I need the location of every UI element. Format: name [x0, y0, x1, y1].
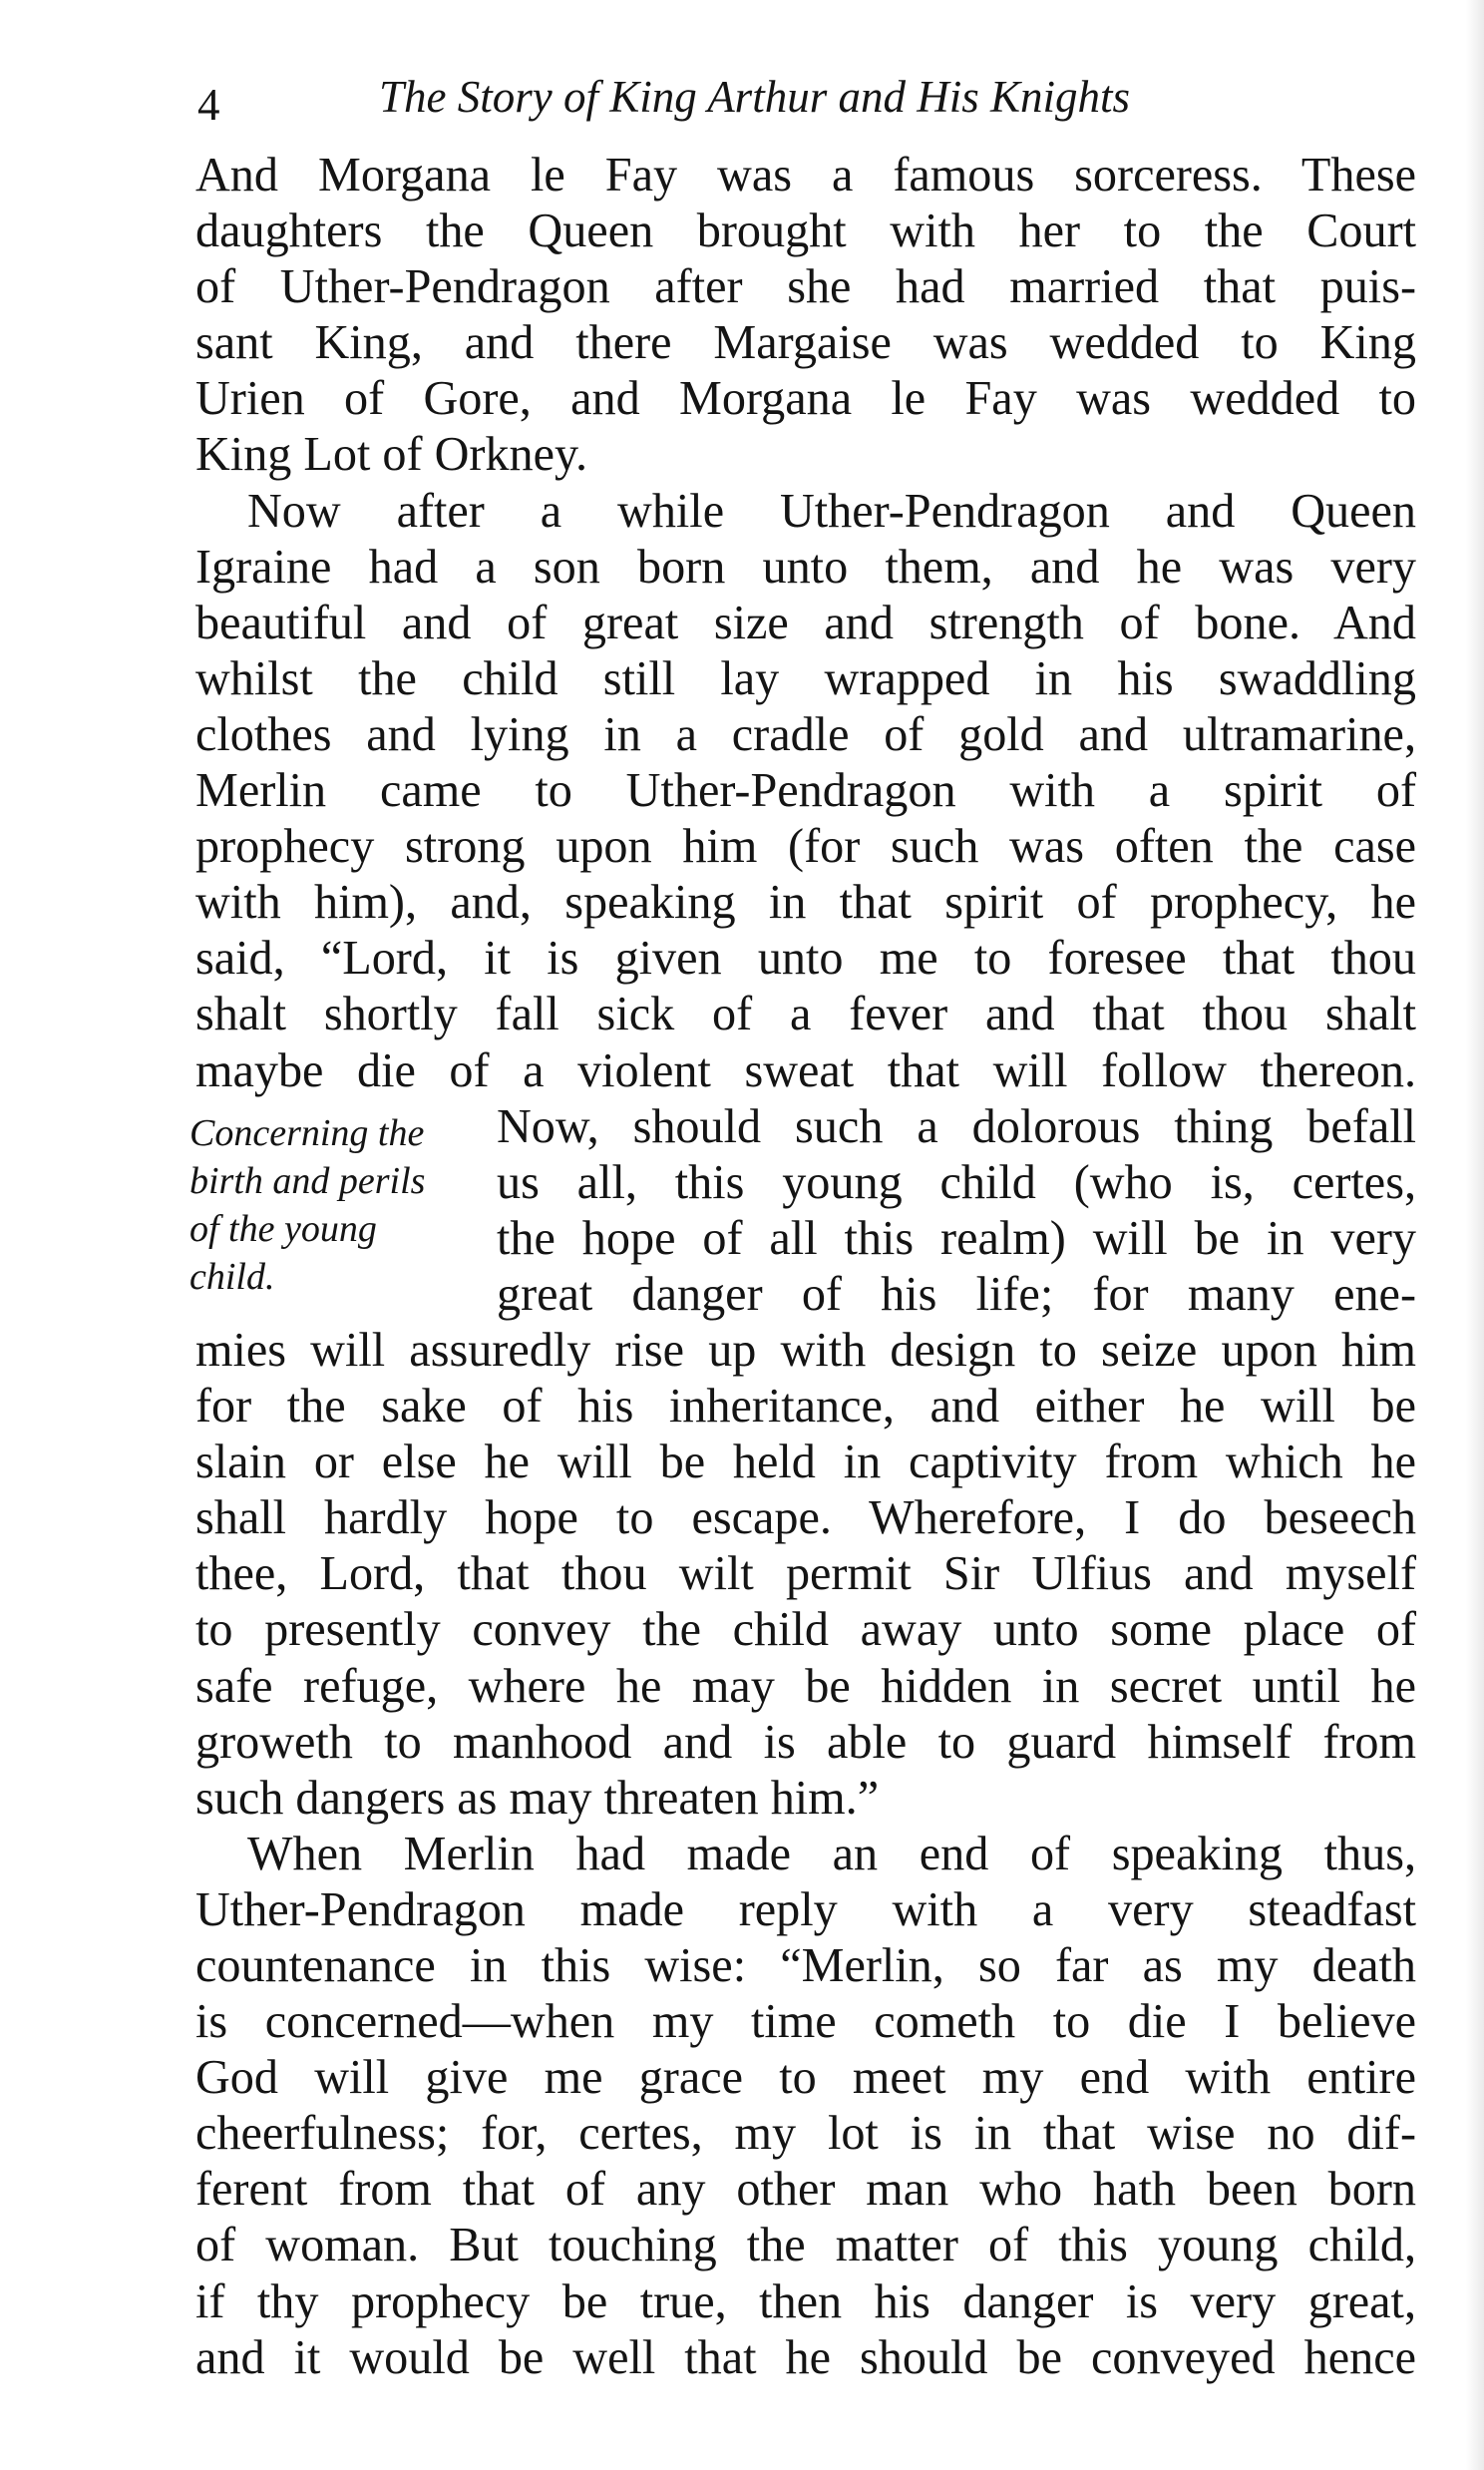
text-line: daughters the Queen brought with her to the Court	[195, 205, 1416, 258]
text-line: whilst the child still lay wrapped in his swaddling	[195, 651, 1416, 705]
text-line: thee, Lord, that thou wilt permit Sir Ulfius and myself	[195, 1547, 1416, 1601]
text-line: of woman. But touching the matter of this young child,	[195, 2219, 1416, 2272]
text-line: for the sake of his inheritance, and either he will be	[195, 1380, 1416, 1434]
text-line-beside-sidenote: the hope of all this realm) will be in very	[497, 1211, 1416, 1265]
text-line: Igraine had a son born unto them, and he was very	[195, 540, 1416, 594]
page-number: 4	[197, 80, 220, 130]
sidenote-line: child.	[189, 1256, 275, 1298]
text-line: shall hardly hope to escape. Wherefore, I do beseech	[195, 1491, 1416, 1545]
text-line: said, “Lord, it is given unto me to foresee that thou	[195, 932, 1416, 986]
paragraph-start-line: When Merlin had made an end of speaking thus,	[247, 1827, 1416, 1880]
text-line: beautiful and of great size and strength of bone. And	[195, 596, 1416, 649]
sidenote-line: Concerning the	[189, 1112, 425, 1154]
text-line: is concerned—when my time cometh to die I believe	[195, 1995, 1416, 2049]
text-line: safe refuge, where he may be hidden in secret until he	[195, 1659, 1416, 1713]
text-line: clothes and lying in a cradle of gold and ultramarine,	[195, 707, 1416, 761]
page-edge-shadow	[1466, 0, 1484, 2470]
sidenote-line: of the young	[189, 1208, 377, 1250]
text-line-beside-sidenote: great danger of his life; for many ene-	[497, 1267, 1416, 1321]
text-line: cheerfulness; for, certes, my lot is in that wise no dif-	[195, 2107, 1416, 2161]
sidenote-line: birth and perils	[189, 1160, 426, 1202]
text-line: sant King, and there Margaise was wedded to King	[195, 316, 1416, 370]
running-title: The Story of King Arthur and His Knights	[379, 72, 1131, 122]
running-head	[197, 62, 1334, 132]
text-line: prophecy strong upon him (for such was often the case	[195, 820, 1416, 874]
text-line: mies will assuredly rise up with design to seize upon him	[195, 1323, 1416, 1377]
text-line: groweth to manhood and is able to guard himself from	[195, 1715, 1416, 1769]
text-line: and it would be well that he should be conveyed hence	[195, 2330, 1416, 2384]
text-line: Merlin came to Uther-Pendragon with a spirit of	[195, 764, 1416, 818]
text-line: maybe die of a violent sweat that will follow thereon.	[195, 1043, 1416, 1097]
text-line: if thy prophecy be true, then his danger is very great,	[195, 2274, 1416, 2328]
text-line: of Uther-Pendragon after she had married that puis-	[195, 260, 1416, 314]
text-line: And Morgana le Fay was a famous sorceress. These	[195, 149, 1416, 202]
text-line: with him), and, speaking in that spirit of prophecy, he	[195, 876, 1416, 930]
text-line: shalt shortly fall sick of a fever and that thou shalt	[195, 988, 1416, 1041]
text-line: ferent from that of any other man who hath been born	[195, 2163, 1416, 2217]
text-line: countenance in this wise: “Merlin, so far as my death	[195, 1939, 1416, 1992]
text-line: such dangers as may threaten him.”	[195, 1771, 880, 1825]
text-line: to presently convey the child away unto some place of	[195, 1603, 1416, 1657]
text-line-beside-sidenote: us all, this young child (who is, certes,	[497, 1155, 1416, 1209]
text-line: King Lot of Orkney.	[195, 428, 588, 482]
paragraph-start-line: Now after a while Uther-Pendragon and Queen	[247, 484, 1416, 538]
body-text	[195, 148, 1416, 2392]
text-line: slain or else he will be held in captivity from which he	[195, 1436, 1416, 1489]
text-line: Urien of Gore, and Morgana le Fay was wedded to	[195, 372, 1416, 426]
text-line: Uther-Pendragon made reply with a very steadfast	[195, 1882, 1416, 1936]
text-line: God will give me grace to meet my end with entire	[195, 2051, 1416, 2105]
text-line-beside-sidenote: Now, should such a dolorous thing befall	[497, 1099, 1416, 1153]
